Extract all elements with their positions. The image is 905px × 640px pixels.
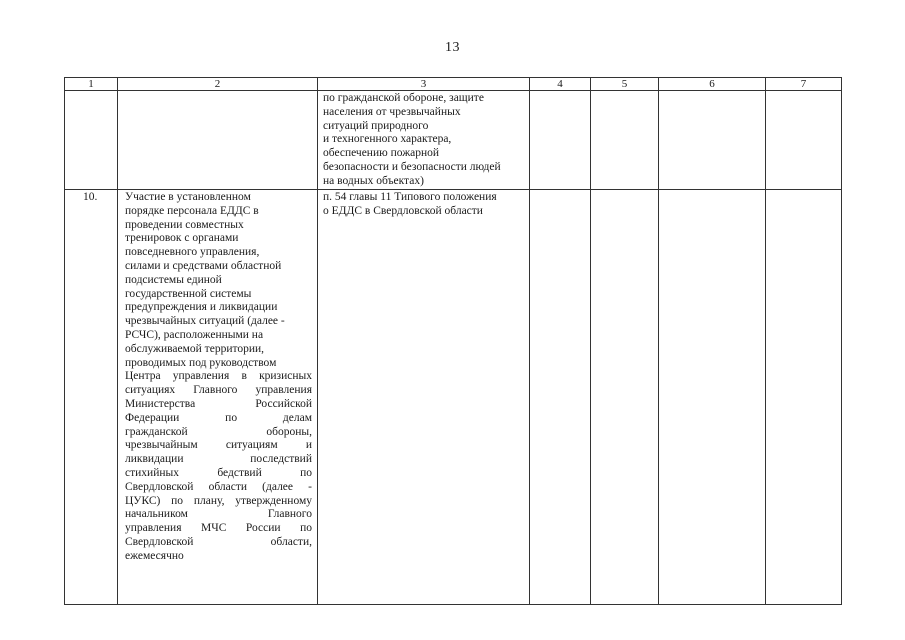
row-description-cell	[118, 190, 318, 605]
page-number: 13	[445, 40, 460, 55]
header-col-7: 7	[766, 78, 842, 91]
description-line: Федерации по делам	[125, 411, 312, 424]
description-line: тренировок с органами	[125, 232, 239, 245]
description-line: гражданской обороны,	[125, 425, 312, 438]
description-line: государственной системы	[125, 287, 252, 300]
header-col-2: 2	[118, 78, 318, 91]
cell-empty	[118, 91, 318, 190]
cell-empty	[659, 190, 766, 605]
description-line: ситуациях Главного управления	[125, 384, 312, 397]
cell-empty	[591, 91, 659, 190]
description-line: повседневного управления,	[125, 246, 260, 259]
description-line: Министерства Российской	[125, 397, 312, 410]
row-description	[118, 190, 317, 564]
description-line: подсистемы единой	[125, 273, 222, 286]
description-line: проведении совместных	[125, 218, 244, 231]
description-line: предупреждения и ликвидации	[125, 301, 278, 314]
cell-empty	[530, 91, 591, 190]
description-line: проводимых под руководством	[125, 356, 277, 369]
description-line: порядке персонала ЕДДС в	[125, 204, 259, 217]
description-line: ЦУКС) по плану, утвержденному	[125, 494, 312, 507]
continuation-basis-cell	[318, 91, 530, 190]
description-line: Свердловской области,	[125, 535, 312, 548]
description-line: ликвидации последствий	[125, 453, 312, 466]
table-header-row	[65, 78, 842, 91]
table-row-continuation	[65, 91, 842, 190]
cell-empty	[530, 190, 591, 605]
document-table	[64, 77, 842, 605]
description-line: начальником Главного	[125, 508, 312, 521]
description-line: чрезвычайных ситуаций (далее -	[125, 315, 285, 328]
row-number-cell	[65, 190, 118, 605]
row-basis-cell	[318, 190, 530, 605]
description-line: стихийных бедствий по	[125, 466, 312, 479]
description-line: чрезвычайным ситуациям и	[125, 439, 312, 452]
description-line: обслуживаемой территории,	[125, 342, 265, 355]
continuation-basis-text: по гражданской обороне, защите населения от чрезвычайных ситуаций природного и техногенного характера, обеспечению пожарной безопасности и безопасности людей на водных объектах)	[323, 92, 501, 187]
cell-empty	[65, 91, 118, 190]
header-col-5: 5	[591, 78, 659, 91]
cell-empty	[591, 190, 659, 605]
header-col-4: 4	[530, 78, 591, 91]
header-col-3: 3	[318, 78, 530, 91]
description-line: управления МЧС России по	[125, 522, 312, 535]
header-col-1: 1	[65, 78, 118, 91]
cell-empty	[659, 91, 766, 190]
row-basis-text: п. 54 главы 11 Типового положения о ЕДДС в Свердловской области	[323, 191, 497, 217]
description-line: РСЧС), расположенными на	[125, 328, 264, 341]
description-line: Свердловской области (далее -	[125, 480, 312, 493]
table-row	[65, 190, 842, 605]
description-line: ежемесячно	[125, 549, 184, 562]
description-line: Участие в установленном	[125, 191, 251, 203]
cell-empty	[766, 190, 842, 605]
header-col-6: 6	[659, 78, 766, 91]
row-number: 10.	[83, 191, 98, 203]
cell-empty	[766, 91, 842, 190]
description-line: Центра управления в кризисных	[125, 370, 312, 383]
description-line: силами и средствами областной	[125, 259, 282, 272]
